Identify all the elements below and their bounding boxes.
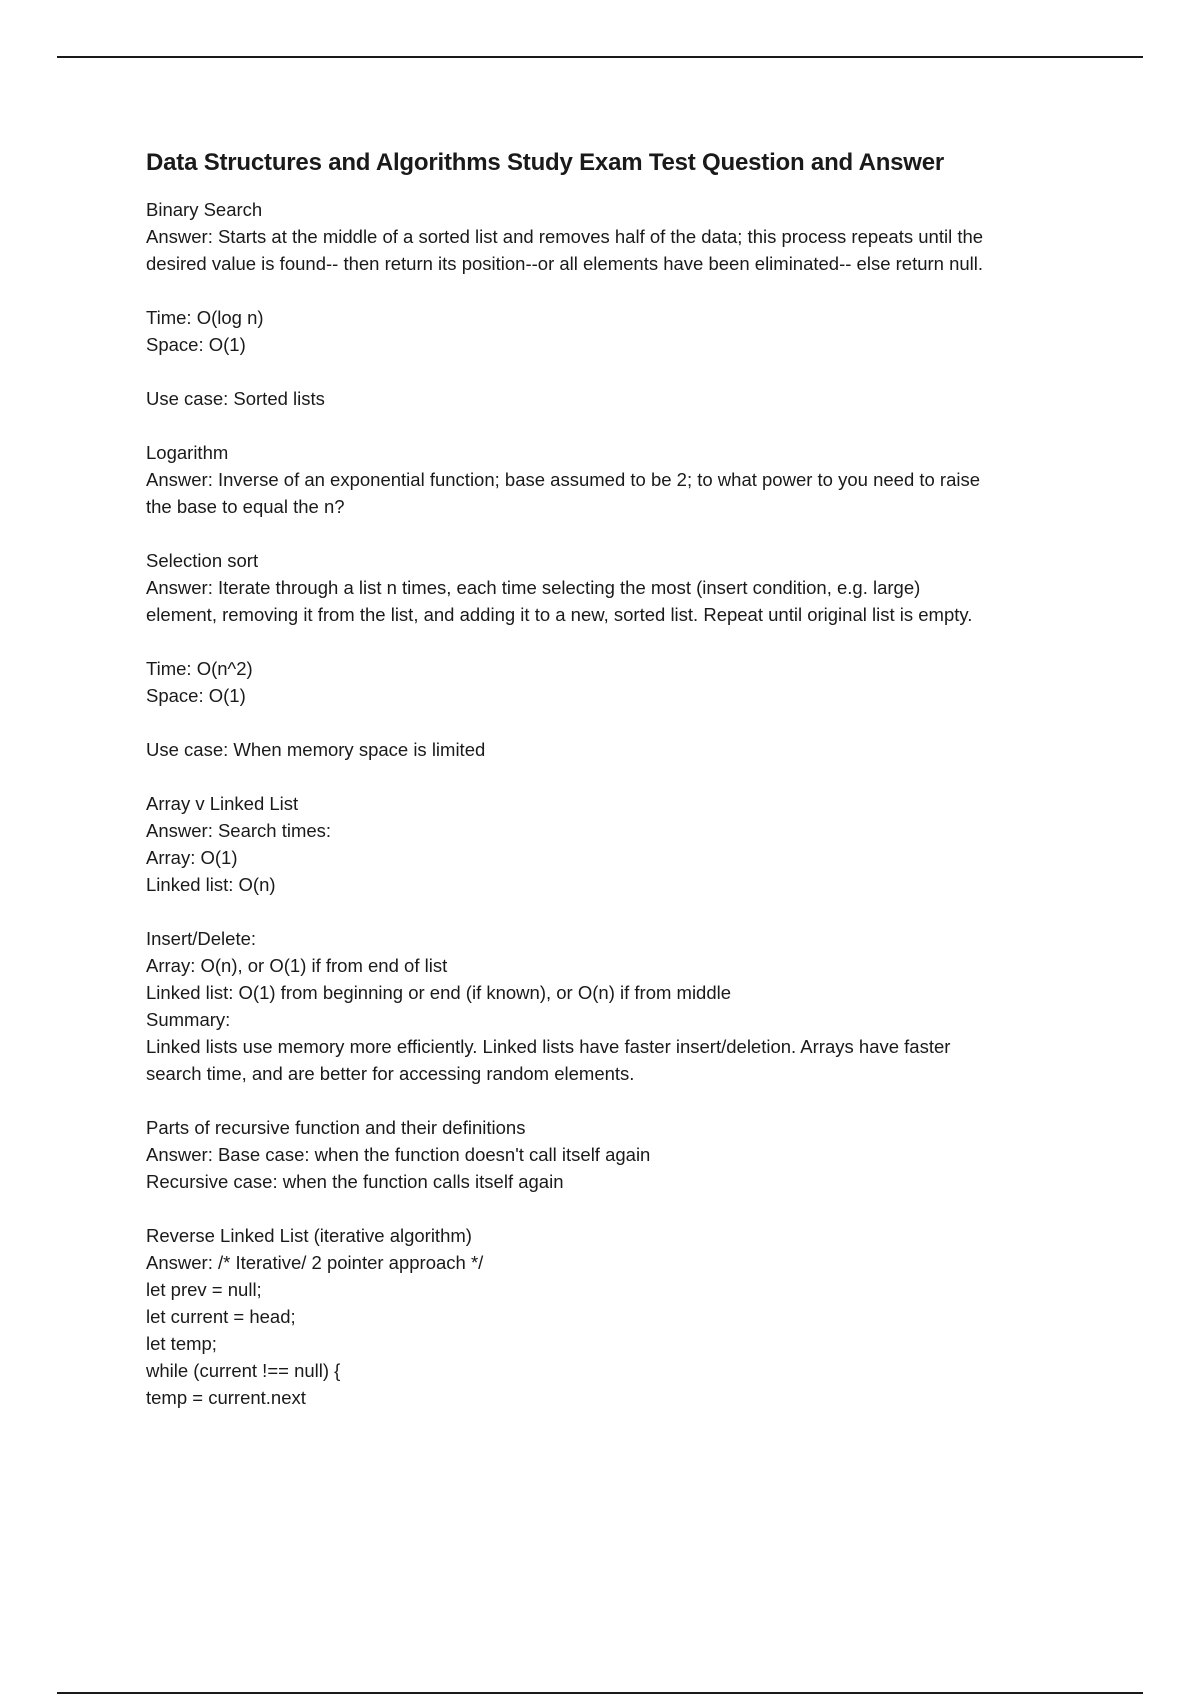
text-line: Linked list: O(1) from beginning or end (if known), or O(n) if from middle [146,982,732,1003]
blank-line [146,709,1106,736]
text-line: Reverse Linked List (iterative algorithm) [146,1225,472,1246]
text-line: Summary: [146,1009,231,1030]
blank-line [146,520,1106,547]
text-line: search time, and are better for accessing random elements. [146,1063,635,1084]
blank-line [146,277,1106,304]
blank-line [146,628,1106,655]
document-body [146,146,1106,1411]
text-line: Binary Search [146,199,263,220]
text-line: Linked list: O(n) [146,874,276,895]
text-line: Insert/Delete: [146,928,257,949]
text-line: Array: O(1) [146,847,238,868]
document-title: Data Structures and Algorithms Study Exam Test Question and Answer [146,149,945,176]
text-line: Linked lists use memory more efficiently. Linked lists have faster insert/deletion. Arrays have faster [146,1036,951,1057]
text-line: Answer: Inverse of an exponential function; base assumed to be 2; to what power to you need to raise [146,469,981,490]
blank-line [146,763,1106,790]
text-line: Use case: Sorted lists [146,388,325,409]
text-line: Selection sort [146,550,259,571]
code-line: temp = current.next [146,1387,306,1408]
blank-line [146,358,1106,385]
blank-line [146,898,1106,925]
text-line: Time: O(n^2) [146,658,253,679]
blank-line [146,1087,1106,1114]
text-line: Space: O(1) [146,685,246,706]
text-line: Answer: Search times: [146,820,332,841]
text-line: the base to equal the n? [146,496,345,517]
footer-rule [57,1692,1143,1694]
document-text [146,196,1106,1411]
header-rule [57,56,1143,58]
text-line: Answer: Starts at the middle of a sorted list and removes half of the data; this process repeats until the [146,226,984,247]
text-line: Logarithm [146,442,229,463]
text-line: Use case: When memory space is limited [146,739,486,760]
text-line: Space: O(1) [146,334,246,355]
code-line: let prev = null; [146,1279,262,1300]
text-line: Time: O(log n) [146,307,264,328]
text-line: Answer: /* Iterative/ 2 pointer approach */ [146,1252,484,1273]
text-line: Array v Linked List [146,793,299,814]
blank-line [146,412,1106,439]
text-line: Answer: Iterate through a list n times, each time selecting the most (insert condition, e.g. large) [146,577,921,598]
text-line: Answer: Base case: when the function doesn't call itself again [146,1144,651,1165]
text-line: Parts of recursive function and their definitions [146,1117,526,1138]
text-line: Recursive case: when the function calls itself again [146,1171,564,1192]
text-line: desired value is found-- then return its position--or all elements have been eliminated-- else return null. [146,253,984,274]
code-line: let current = head; [146,1306,296,1327]
code-line: let temp; [146,1333,217,1354]
blank-line [146,1195,1106,1222]
text-line: Array: O(n), or O(1) if from end of list [146,955,448,976]
text-line: element, removing it from the list, and adding it to a new, sorted list. Repeat until original list is empty. [146,604,973,625]
code-line: while (current !== null) { [146,1360,341,1381]
